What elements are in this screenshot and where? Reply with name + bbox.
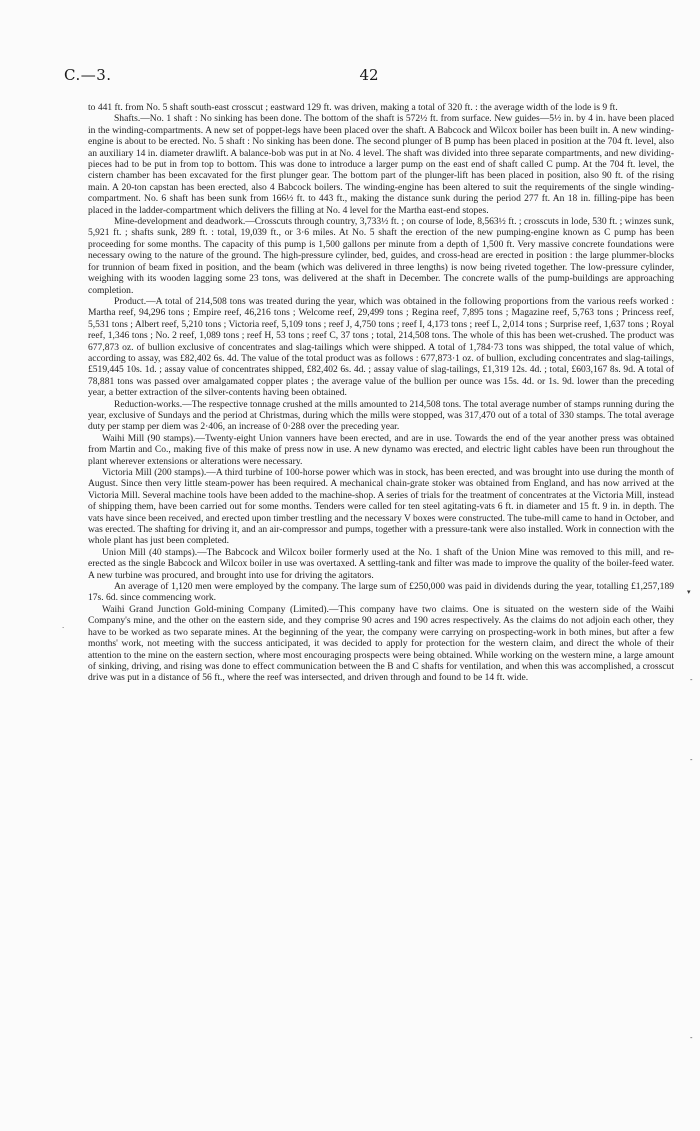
page-number: 42 [359,66,379,84]
margin-mark: · [62,624,65,632]
margin-mark: ▾ [687,588,691,596]
paragraph-grand-junction: Waihi Grand Junction Gold-mining Company (Limited).—This company have two claims. One is situated on the western side of the Waihi Company's mine, and the other on the eastern side, and they comprise 90 acres and 190 acres respectively. As the claims do not adjoin each other, they have to be worked as two separate mines. At the beginning of the year, the company were carrying on prospecting-work in both mines, but after a few months' work, not meeting with the success anticipated, it was decided to apply for protection for the western claim, and direct the whole of their attention to the mine on the eastern section, where most encouraging prospects were being obtained. While working on the western mine, a large amount of sinking, driving, and rising was done to effect communication between the B and C shafts for ventilation, and when this was accomplished, a crosscut drive was put in a distance of 56 ft., where the reef was intersected, and driven through and found to be 14 ft. wide. [88,603,674,684]
document-body [88,102,674,684]
margin-mark: - [690,756,693,764]
paragraph-employment: An average of 1,120 men were employed by the company. The large sum of £250,000 was paid in dividends during the year, totalling £1,257,189 17s. 6d. since commencing work. [88,581,674,604]
paragraph-union-mill: Union Mill (40 stamps).—The Babcock and Wilcox boiler formerly used at the No. 1 shaft of the Union Mine was removed to this mill, and re-erected as the single Babcock and Wilcox boiler in use was overtaxed. A settling-tank and filter was made to improve the quality of the boiler-feed water. A new turbine was procured, and brought into use for driving the agitators. [88,546,674,581]
page-header [64,66,674,90]
paragraph-reduction-works: Reduction-works.—The respective tonnage crushed at the mills amounted to 214,508 tons. The total average number of stamps running during the year, exclusive of Sundays and the period at Christmas, during which the mills were stopped, was 317,470 out of a total of 330 stamps. The total average duty per stamp per diem was 2·406, an increase of 0·288 over the preceding year. [88,398,674,433]
section-reference: C.—3. [64,66,112,84]
margin-mark: - [690,1034,693,1042]
paragraph-victoria-mill: Victoria Mill (200 stamps).—A third turbine of 100-horse power which was in stock, has been erected, and was brought into use during the month of August. Since then very little steam-power has been required. A mechanical chain-grate stoker was obtained from England, and has now arrived at the Victoria Mill. Several machine tools have been added to the machine-shop. A series of trials for the treatment of concentrates at the Victoria Mill, instead of shipping them, have been carried out for some months. Tenders were called for ten steel agitating-vats 6 ft. in diameter and 15 ft. 9 in. in depth. The vats have since been received, and erected upon timber trestling and the necessary V boxes were constructed. The tube-mill came to hand in October, and was erected. The shafting for driving it, and an air-compressor and pumps, together with a pressure-tank were also installed. Work in connection with the whole plant has just been completed. [88,467,674,547]
paragraph-waihi-mill: Waihi Mill (90 stamps).—Twenty-eight Union vanners have been erected, and are in use. Towards the end of the year another press was obtained from Martin and Co., making five of this make of press now in use. A new dynamo was erected, and electric light cables have been run throughout the plant wherever extensions or alterations were necessary. [88,432,674,467]
paragraph-continuation: to 441 ft. from No. 5 shaft south-east crosscut ; eastward 129 ft. was driven, making a total of 320 ft. : the average width of the lode is 9 ft. [88,102,618,113]
paragraph-mine-development: Mine-development and deadwork.—Crosscuts through country, 3,733½ ft. ; on course of lode, 8,563½ ft. ; crosscuts in lode, 530 ft. ; winzes sunk, 5,921 ft. ; shafts sunk, 289 ft. : total, 19,039 ft., or 3·6 miles. At No. 5 shaft the erection of the new pumping-engine known as C pump has been proceeding for some months. The capacity of this pump is 1,500 gallons per minute from a depth of 1,500 ft. Very massive concrete foundations were necessary owing to the nature of the ground. The high-pressure cylinder, bed, guides, and cross-head are erected in position : the large plummer-blocks for trunnion of beam fixed in position, and the beam (which was delivered in three lengths) is now being riveted together. The low-pressure cylinder, weighing with its wooden lagging some 23 tons, was delivered at the shaft in December. The concrete walls of the pump-buildings are approaching completion. [88,216,674,296]
paragraph-product: Product.—A total of 214,508 tons was treated during the year, which was obtained in the following proportions from the various reefs worked : Martha reef, 94,296 tons ; Empire reef, 46,216 tons ; Welcome reef, 29,499 tons ; Regina reef, 7,895 tons ; Magazine reef, 5,763 tons ; Princess reef, 5,531 tons ; Albert reef, 5,210 tons ; Victoria reef, 5,109 tons ; reef J, 4,750 tons ; reef I, 4,173 tons ; reef L, 2,014 tons ; Surprise reef, 1,637 tons ; Royal reef, 1,346 tons ; No. 2 reef, 1,089 tons ; reef H, 53 tons ; reef C, 37 tons ; total, 214,508 tons. The whole of this has been wet-crushed. The product was 677,873 oz. of bullion exclusive of concentrates and slag-tailings which were shipped. A total of 1,784·73 tons was shipped, the total value of which, according to assay, was £82,402 6s. 4d. The value of the total product was as follows : 677,873·1 oz. of bullion, excluding concentrates and slag-tailings, £519,445 10s. 1d. ; assay value of concentrates shipped, £82,402 6s. 4d. ; assay value of slag-tailings, £1,319 12s. 4d. ; total, £603,167 8s. 9d. A total of 78,881 tons was passed over amalgamated copper plates ; the average value of the bullion per ounce was 15s. 4d. or 1s. 9d. lower than the preceding year, a better extraction of the silver-contents having been obtained. [88,295,674,399]
paragraph-shafts: Shafts.—No. 1 shaft : No sinking has been done. The bottom of the shaft is 572½ ft. from surface. New guides—5½ in. by 4 in. have been placed in the winding-compartments. A new set of poppet-legs have been placed over the shaft. A Babcock and Wilcox boiler has been built in. A new winding-engine is about to be erected. No. 5 shaft : No sinking has been done. The second plunger of B pump has been placed in position at the 704 ft. level, also an auxiliary 14 in. diameter drawlift. A balance-bob was put in at No. 4 level. The shaft was divided into three separate compartments, and new dividing-pieces had to be put in from top to bottom. This was done to introduce a larger pump on the east end of shaft called C pump. At the 704 ft. level, the cistern chamber has been excavated for the first plunger gear. The bottom part of the plunger-lift has been placed in position, also 90 ft. of the rising main. A 20-ton capstan has been erected, also 4 Babcock boilers. The winding-engine has been altered to suit the requirements of the single winding-compartment. No. 6 shaft has been sunk from 166½ ft. to 443 ft., making the distance sunk during the period 277 ft. An 18 in. filling-pipe has been placed in the ladder-compartment which delivers the filling at No. 4 level for the Martha east-end stopes. [88,113,674,216]
margin-mark: - [690,676,693,684]
